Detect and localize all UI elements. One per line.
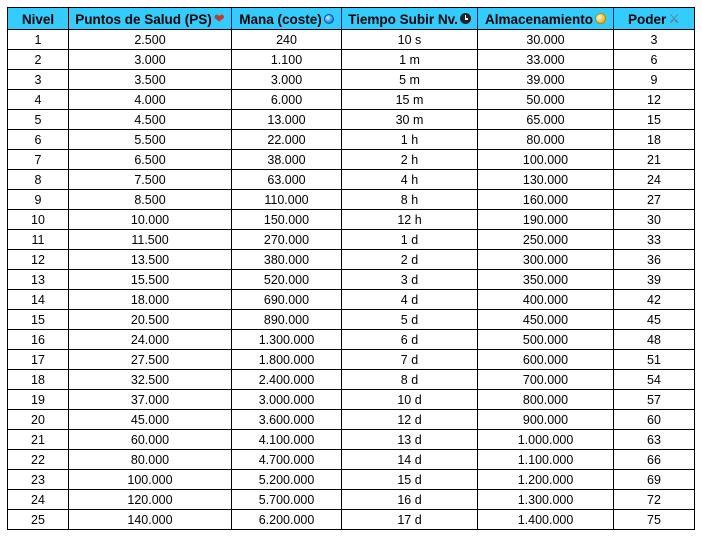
header-poder [614, 8, 695, 30]
cell-puntos-de-salud: 100.000 [69, 470, 232, 490]
cell-almacenamiento: 1.100.000 [478, 450, 614, 470]
cell-poder: 63 [614, 430, 695, 450]
cell-mana: 1.300.000 [232, 330, 342, 350]
header-nivel [8, 8, 69, 30]
cell-tiempo: 8 h [342, 190, 478, 210]
cell-tiempo: 10 s [342, 30, 478, 50]
table-row [8, 130, 695, 150]
cell-puntos-de-salud: 4.000 [69, 90, 232, 110]
cell-tiempo: 1 h [342, 130, 478, 150]
cell-puntos-de-salud: 18.000 [69, 290, 232, 310]
cell-mana: 6.200.000 [232, 510, 342, 530]
cell-tiempo: 6 d [342, 330, 478, 350]
mana-orb-icon [324, 14, 334, 24]
cell-mana: 520.000 [232, 270, 342, 290]
cell-puntos-de-salud: 80.000 [69, 450, 232, 470]
header-mana [232, 8, 342, 30]
cell-nivel: 23 [8, 470, 69, 490]
cell-puntos-de-salud: 11.500 [69, 230, 232, 250]
cell-poder: 69 [614, 470, 695, 490]
cell-nivel: 20 [8, 410, 69, 430]
cell-almacenamiento: 190.000 [478, 210, 614, 230]
cell-tiempo: 15 d [342, 470, 478, 490]
cell-tiempo: 4 h [342, 170, 478, 190]
cell-poder: 24 [614, 170, 695, 190]
table-row [8, 490, 695, 510]
header-mana-label: Mana (coste) [239, 11, 322, 27]
cell-nivel: 1 [8, 30, 69, 50]
table-row [8, 410, 695, 430]
cell-tiempo: 16 d [342, 490, 478, 510]
table-row [8, 390, 695, 410]
cell-tiempo: 5 m [342, 70, 478, 90]
cell-mana: 1.800.000 [232, 350, 342, 370]
cell-puntos-de-salud: 60.000 [69, 430, 232, 450]
cell-poder: 30 [614, 210, 695, 230]
cell-almacenamiento: 900.000 [478, 410, 614, 430]
cell-poder: 21 [614, 150, 695, 170]
cell-almacenamiento: 800.000 [478, 390, 614, 410]
cell-almacenamiento: 65.000 [478, 110, 614, 130]
table-row [8, 270, 695, 290]
cell-nivel: 6 [8, 130, 69, 150]
cell-tiempo: 13 d [342, 430, 478, 450]
table-row [8, 210, 695, 230]
cell-puntos-de-salud: 2.500 [69, 30, 232, 50]
cell-puntos-de-salud: 20.500 [69, 310, 232, 330]
table-row [8, 510, 695, 530]
cell-puntos-de-salud: 6.500 [69, 150, 232, 170]
cell-puntos-de-salud: 4.500 [69, 110, 232, 130]
header-tiempo [342, 8, 478, 30]
cell-almacenamiento: 350.000 [478, 270, 614, 290]
cell-poder: 75 [614, 510, 695, 530]
header-puntos-de-salud [69, 8, 232, 30]
table-body [8, 30, 695, 530]
cell-poder: 39 [614, 270, 695, 290]
table-row [8, 290, 695, 310]
cell-nivel: 15 [8, 310, 69, 330]
cell-puntos-de-salud: 7.500 [69, 170, 232, 190]
cell-poder: 45 [614, 310, 695, 330]
table-row [8, 330, 695, 350]
cell-tiempo: 30 m [342, 110, 478, 130]
header-ps-label: Puntos de Salud (PS) [75, 11, 212, 27]
clock-icon [460, 13, 471, 24]
cell-poder: 51 [614, 350, 695, 370]
cell-puntos-de-salud: 5.500 [69, 130, 232, 150]
cell-nivel: 4 [8, 90, 69, 110]
cell-mana: 63.000 [232, 170, 342, 190]
table-row [8, 430, 695, 450]
cell-almacenamiento: 600.000 [478, 350, 614, 370]
cell-mana: 270.000 [232, 230, 342, 250]
cell-puntos-de-salud: 15.500 [69, 270, 232, 290]
header-row [8, 8, 695, 30]
cell-poder: 60 [614, 410, 695, 430]
header-nivel-label: Nivel [21, 11, 55, 27]
table-header [8, 8, 695, 30]
cell-puntos-de-salud: 8.500 [69, 190, 232, 210]
cell-mana: 4.100.000 [232, 430, 342, 450]
table-row [8, 250, 695, 270]
cell-mana: 38.000 [232, 150, 342, 170]
table-row [8, 230, 695, 250]
cell-mana: 240 [232, 30, 342, 50]
table-row [8, 90, 695, 110]
cell-tiempo: 2 h [342, 150, 478, 170]
cell-puntos-de-salud: 13.500 [69, 250, 232, 270]
cell-poder: 27 [614, 190, 695, 210]
cell-tiempo: 15 m [342, 90, 478, 110]
cell-poder: 12 [614, 90, 695, 110]
crossed-swords-icon: ⚔ [668, 11, 680, 27]
cell-nivel: 18 [8, 370, 69, 390]
table-row [8, 110, 695, 130]
cell-mana: 3.000.000 [232, 390, 342, 410]
cell-puntos-de-salud: 3.000 [69, 50, 232, 70]
header-tiempo-label: Tiempo Subir Nv. [348, 11, 458, 27]
cell-almacenamiento: 50.000 [478, 90, 614, 110]
cell-mana: 4.700.000 [232, 450, 342, 470]
cell-nivel: 7 [8, 150, 69, 170]
cell-almacenamiento: 500.000 [478, 330, 614, 350]
cell-tiempo: 4 d [342, 290, 478, 310]
cell-almacenamiento: 39.000 [478, 70, 614, 90]
cell-tiempo: 12 h [342, 210, 478, 230]
table-row [8, 190, 695, 210]
cell-tiempo: 2 d [342, 250, 478, 270]
cell-tiempo: 14 d [342, 450, 478, 470]
cell-puntos-de-salud: 37.000 [69, 390, 232, 410]
cell-poder: 57 [614, 390, 695, 410]
cell-almacenamiento: 450.000 [478, 310, 614, 330]
cell-mana: 6.000 [232, 90, 342, 110]
cell-nivel: 8 [8, 170, 69, 190]
cell-tiempo: 3 d [342, 270, 478, 290]
table-row [8, 150, 695, 170]
cell-almacenamiento: 100.000 [478, 150, 614, 170]
cell-tiempo: 7 d [342, 350, 478, 370]
cell-puntos-de-salud: 24.000 [69, 330, 232, 350]
cell-mana: 3.600.000 [232, 410, 342, 430]
cell-nivel: 11 [8, 230, 69, 250]
cell-poder: 6 [614, 50, 695, 70]
cell-tiempo: 17 d [342, 510, 478, 530]
cell-nivel: 16 [8, 330, 69, 350]
cell-poder: 9 [614, 70, 695, 90]
cell-puntos-de-salud: 120.000 [69, 490, 232, 510]
cell-nivel: 22 [8, 450, 69, 470]
cell-almacenamiento: 250.000 [478, 230, 614, 250]
cell-poder: 42 [614, 290, 695, 310]
cell-poder: 33 [614, 230, 695, 250]
cell-almacenamiento: 400.000 [478, 290, 614, 310]
cell-nivel: 10 [8, 210, 69, 230]
table-row [8, 70, 695, 90]
cell-nivel: 25 [8, 510, 69, 530]
cell-nivel: 21 [8, 430, 69, 450]
cell-poder: 48 [614, 330, 695, 350]
cell-puntos-de-salud: 32.500 [69, 370, 232, 390]
cell-poder: 54 [614, 370, 695, 390]
cell-tiempo: 1 d [342, 230, 478, 250]
cell-mana: 22.000 [232, 130, 342, 150]
cell-mana: 110.000 [232, 190, 342, 210]
cell-almacenamiento: 30.000 [478, 30, 614, 50]
cell-poder: 18 [614, 130, 695, 150]
cell-mana: 2.400.000 [232, 370, 342, 390]
coin-icon [595, 13, 606, 24]
header-almacenamiento [478, 8, 614, 30]
cell-poder: 66 [614, 450, 695, 470]
heart-icon: ❤ [213, 11, 225, 27]
cell-almacenamiento: 700.000 [478, 370, 614, 390]
cell-nivel: 19 [8, 390, 69, 410]
cell-nivel: 12 [8, 250, 69, 270]
table-container [7, 7, 695, 530]
table-row [8, 30, 695, 50]
table-row [8, 370, 695, 390]
cell-mana: 3.000 [232, 70, 342, 90]
cell-poder: 15 [614, 110, 695, 130]
cell-tiempo: 10 d [342, 390, 478, 410]
cell-almacenamiento: 160.000 [478, 190, 614, 210]
table-row [8, 470, 695, 490]
cell-almacenamiento: 300.000 [478, 250, 614, 270]
cell-mana: 150.000 [232, 210, 342, 230]
cell-almacenamiento: 1.200.000 [478, 470, 614, 490]
table-row [8, 50, 695, 70]
cell-mana: 1.100 [232, 50, 342, 70]
cell-tiempo: 1 m [342, 50, 478, 70]
cell-tiempo: 12 d [342, 410, 478, 430]
cell-nivel: 5 [8, 110, 69, 130]
cell-puntos-de-salud: 45.000 [69, 410, 232, 430]
cell-nivel: 3 [8, 70, 69, 90]
cell-tiempo: 5 d [342, 310, 478, 330]
cell-nivel: 14 [8, 290, 69, 310]
table-row [8, 170, 695, 190]
cell-almacenamiento: 1.300.000 [478, 490, 614, 510]
cell-mana: 5.200.000 [232, 470, 342, 490]
cell-almacenamiento: 1.000.000 [478, 430, 614, 450]
cell-poder: 3 [614, 30, 695, 50]
cell-almacenamiento: 80.000 [478, 130, 614, 150]
header-almacenamiento-label: Almacenamiento [484, 11, 594, 27]
cell-tiempo: 8 d [342, 370, 478, 390]
cell-puntos-de-salud: 3.500 [69, 70, 232, 90]
table-row [8, 310, 695, 330]
level-stats-table [7, 7, 695, 530]
table-row [8, 450, 695, 470]
header-poder-label: Poder [628, 11, 667, 27]
cell-puntos-de-salud: 140.000 [69, 510, 232, 530]
cell-nivel: 2 [8, 50, 69, 70]
cell-mana: 690.000 [232, 290, 342, 310]
cell-mana: 380.000 [232, 250, 342, 270]
cell-almacenamiento: 1.400.000 [478, 510, 614, 530]
cell-poder: 72 [614, 490, 695, 510]
cell-puntos-de-salud: 27.500 [69, 350, 232, 370]
cell-mana: 13.000 [232, 110, 342, 130]
cell-nivel: 17 [8, 350, 69, 370]
cell-nivel: 13 [8, 270, 69, 290]
cell-almacenamiento: 33.000 [478, 50, 614, 70]
cell-almacenamiento: 130.000 [478, 170, 614, 190]
cell-mana: 890.000 [232, 310, 342, 330]
cell-nivel: 24 [8, 490, 69, 510]
cell-mana: 5.700.000 [232, 490, 342, 510]
cell-poder: 36 [614, 250, 695, 270]
cell-nivel: 9 [8, 190, 69, 210]
cell-puntos-de-salud: 10.000 [69, 210, 232, 230]
table-row [8, 350, 695, 370]
